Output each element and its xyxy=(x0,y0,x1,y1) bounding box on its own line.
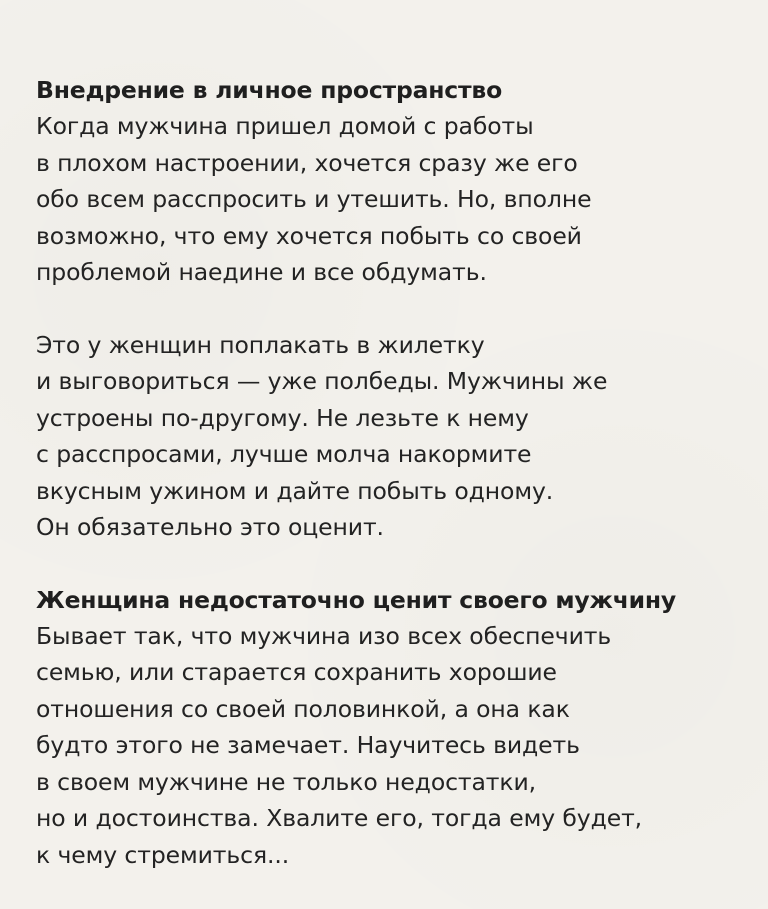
text-line: вкусным ужином и дайте побыть одному. xyxy=(36,476,554,505)
text-line: Это у женщин поплакать в жилетку xyxy=(36,330,485,359)
paragraph-spacer xyxy=(36,291,738,327)
text-line: в плохом настроении, хочется сразу же его xyxy=(36,148,578,177)
text-line: проблемой наедине и все обдумать. xyxy=(36,258,487,286)
paragraph xyxy=(36,108,738,291)
text-line: возможно, что ему хочется побыть со своей xyxy=(36,221,582,250)
paragraph xyxy=(36,327,738,546)
section-spacer xyxy=(36,546,738,582)
text-line: Он обязательно это оценит. xyxy=(36,513,384,541)
section-heading: Внедрение в личное пространство xyxy=(36,76,503,104)
section-personal-space xyxy=(36,72,738,546)
text-line: и выговориться — уже полбеды. Мужчины же xyxy=(36,367,608,395)
text-line: будто этого не замечает. Научитесь видеть xyxy=(36,731,580,759)
text-line: Бывает так, что мужчина изо всех обеспечить xyxy=(36,621,612,650)
text-line: в своем мужчине не только недостатки, xyxy=(36,767,537,796)
text-line: устроены по-другому. Не лезьте к нему xyxy=(36,403,529,432)
text-line: Когда мужчина пришел домой с работы xyxy=(36,112,534,140)
text-line: с расспросами, лучше молча накормите xyxy=(36,440,532,468)
text-line: к чему стремиться... xyxy=(36,840,290,869)
text-line: но и достоинства. Хвалите его, тогда ему будет, xyxy=(36,804,643,832)
section-appreciation xyxy=(36,582,738,874)
paragraph xyxy=(36,618,738,874)
section-heading: Женщина недостаточно ценит своего мужчину xyxy=(36,585,677,614)
text-line: обо всем расспросить и утешить. Но, вполне xyxy=(36,185,592,213)
text-line: отношения со своей половинкой, а она как xyxy=(36,694,570,723)
text-line: семью, или старается сохранить хорошие xyxy=(36,658,557,686)
